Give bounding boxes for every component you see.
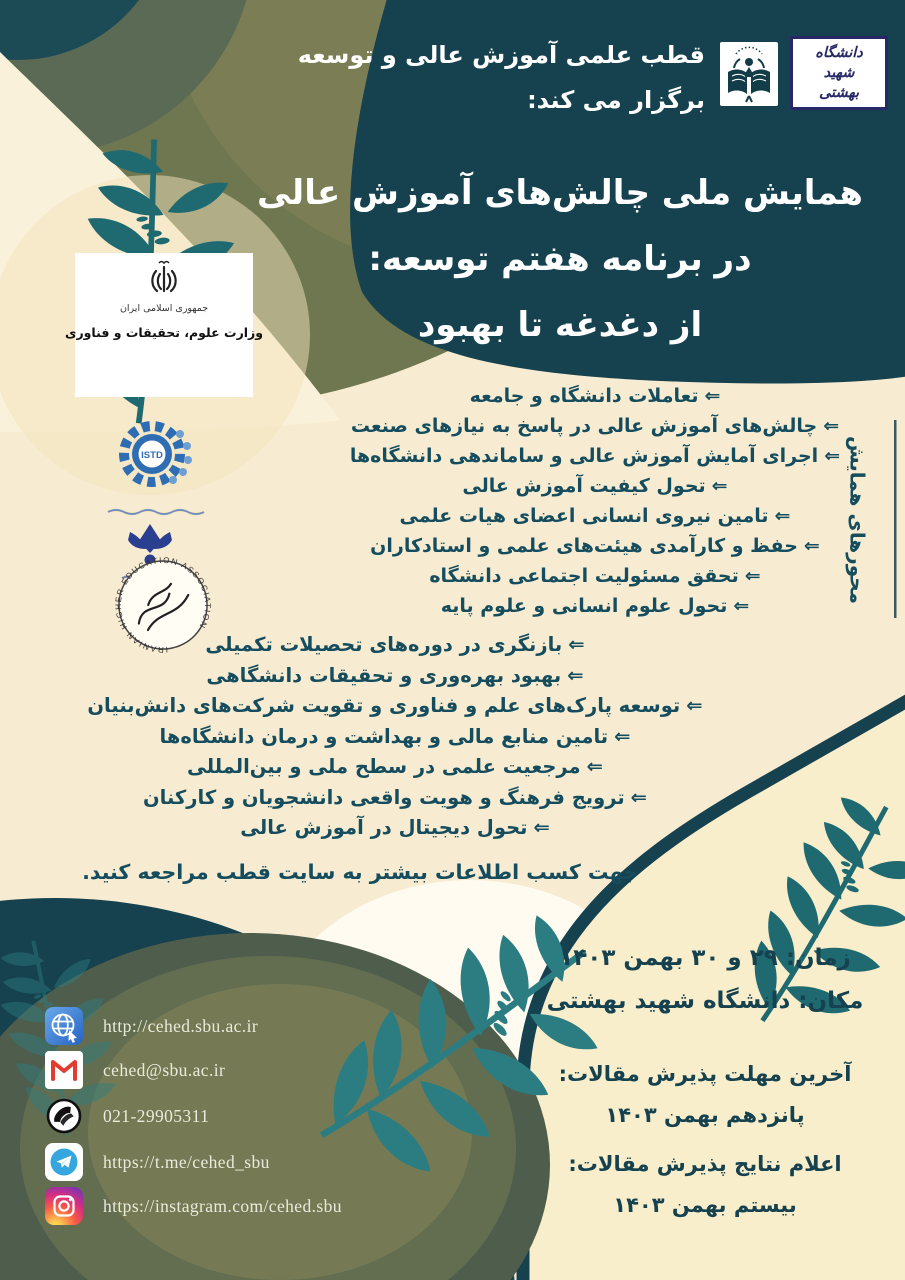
- theme-item-label: تامین منابع مالی و بهداشت و درمان دانشگاه‌ها: [159, 724, 609, 748]
- phone-number[interactable]: 021-29905311: [103, 1105, 210, 1126]
- telegram-url[interactable]: https://t.me/cehed_sbu: [103, 1151, 270, 1172]
- title-line2: در برنامه هفتم توسعه:: [368, 239, 752, 279]
- arrow-bullet-icon: ⇐: [704, 385, 721, 407]
- deadline-label: آخرین مهلت پذیرش مقالات:: [558, 1062, 852, 1086]
- theme-item-label: تحول دیجیتال در آموزش عالی: [240, 816, 528, 839]
- arrow-bullet-icon: ⇐: [744, 565, 761, 587]
- telegram-icon: [45, 1143, 83, 1181]
- arrow-bullet-icon: ⇐: [614, 724, 631, 748]
- results-label: اعلام نتایج پذیرش مقالات:: [568, 1152, 842, 1176]
- arrow-bullet-icon: ⇐: [774, 505, 791, 527]
- theme-item-label: توسعه پارک‌های علم و فناوری و تقویت شرکت‌های دانش‌بنیان: [87, 694, 681, 717]
- results-value: بیستم بهمن ۱۴۰۳: [613, 1193, 797, 1217]
- cehed-pole-logo: [720, 42, 778, 106]
- sbu-logo-line: شهید: [823, 65, 855, 81]
- theme-item-label: تحقق مسئولیت اجتماعی دانشگاه: [429, 565, 739, 587]
- theme-item: [60, 630, 730, 661]
- themes-group-1: [330, 381, 860, 621]
- theme-item: [330, 501, 860, 531]
- theme-item-label: تعاملات دانشگاه و جامعه: [469, 385, 699, 407]
- themes-bracket-line: [894, 420, 897, 618]
- theme-item: [330, 411, 860, 441]
- arrow-bullet-icon: ⇐: [823, 415, 840, 437]
- theme-item: [60, 783, 730, 814]
- sbu-logo-line: دانشگاه: [815, 45, 863, 61]
- ministry-name-label: وزارت علوم، تحقیقات و فناوری: [64, 325, 264, 340]
- istd-association-logo: [100, 412, 210, 524]
- poster-title: [240, 160, 880, 358]
- event-time: زمان: ۲۹ و ۳۰ بهمن ۱۴۰۳: [559, 945, 851, 971]
- arrow-bullet-icon: ⇐: [824, 445, 841, 467]
- arrow-bullet-icon: ⇐: [733, 595, 750, 617]
- website-url[interactable]: http://cehed.sbu.ac.ir: [103, 1015, 259, 1036]
- themes-group-2: [60, 630, 730, 844]
- ministry-country-label: جمهوری اسلامی ایران: [119, 303, 209, 314]
- arrow-bullet-icon: ⇐: [586, 755, 603, 778]
- title-line1: همایش ملی چالش‌های آموزش عالی: [257, 173, 863, 213]
- globe-icon: [45, 1007, 83, 1045]
- theme-item-label: بازنگری در دوره‌های تحصیلات تکمیلی: [205, 633, 563, 656]
- theme-item: [330, 531, 860, 561]
- association-ring-text: IRANIAN HIGHER EDUCATION ASSOCIATION: [113, 555, 213, 655]
- theme-item: [60, 661, 730, 692]
- contact-website[interactable]: [45, 1006, 258, 1046]
- theme-item-label: اجرای آمایش آموزش عالی و ساماندهی دانشگاه‌ها: [349, 445, 819, 467]
- theme-item: [330, 561, 860, 591]
- contact-email[interactable]: [45, 1050, 225, 1090]
- theme-item-label: بهبود بهره‌وری و تحقیقات دانشگاهی: [206, 663, 562, 687]
- info-note: جهت کسب اطلاعات بیشتر به سایت قطب مراجعه کنید.: [82, 860, 638, 884]
- iran-emblem-icon: [146, 260, 182, 302]
- organizer-line2: برگزار می کند:: [527, 86, 705, 114]
- theme-item-label: مرجعیت علمی در سطح ملی و بین‌المللی: [187, 755, 581, 778]
- gmail-icon: [45, 1051, 83, 1089]
- theme-item-label: تامین نیروی انسانی اعضای هیات علمی: [399, 505, 769, 527]
- sbu-logo-line: بهشتی: [818, 85, 860, 101]
- theme-item: [60, 752, 730, 783]
- theme-item: [330, 441, 860, 471]
- book-person-icon: [720, 42, 778, 106]
- arrow-bullet-icon: ⇐: [711, 475, 728, 497]
- phone-icon: [45, 1097, 83, 1135]
- contact-phone[interactable]: [45, 1096, 209, 1136]
- organizer-line1: قطب علمی آموزش عالی و توسعه: [297, 41, 705, 69]
- theme-item: [60, 691, 730, 722]
- arrow-bullet-icon: ⇐: [568, 633, 585, 656]
- istd-label: ISTD: [141, 450, 163, 461]
- deadline-value: پانزدهم بهمن ۱۴۰۳: [605, 1103, 805, 1127]
- arrow-bullet-icon: ⇐: [686, 694, 703, 717]
- email-address[interactable]: cehed@sbu.ac.ir: [103, 1059, 226, 1080]
- theme-item-label: ترویج فرهنگ و هویت واقعی دانشجویان و کارکنان: [143, 785, 625, 809]
- ministry-logo-box: [64, 253, 264, 397]
- theme-item: [330, 381, 860, 411]
- sbu-university-logo: [790, 36, 888, 110]
- theme-item-label: چالش‌های آموزش عالی در پاسخ به نیازهای صنعت: [350, 415, 818, 437]
- arrow-bullet-icon: ⇐: [567, 663, 584, 687]
- instagram-icon: [45, 1187, 83, 1225]
- theme-item: [60, 813, 730, 844]
- event-location: مکان: دانشگاه شهید بهشتی: [546, 988, 864, 1014]
- instagram-url[interactable]: https://instagram.com/cehed.sbu: [103, 1195, 342, 1216]
- themes-section-label: محورهای همایش: [845, 435, 870, 605]
- theme-item-label: تحول علوم انسانی و علوم پایه: [440, 595, 728, 617]
- title-line3: از دغدغه تا بهبود: [417, 305, 703, 345]
- theme-item: [330, 471, 860, 501]
- organizer-heading: [298, 33, 705, 123]
- theme-item-label: تحول کیفیت آموزش عالی: [462, 475, 706, 497]
- arrow-bullet-icon: ⇐: [803, 535, 820, 557]
- theme-item: [330, 591, 860, 621]
- istd-gear-icon: [100, 412, 210, 524]
- theme-item: [60, 722, 730, 753]
- arrow-bullet-icon: ⇐: [630, 785, 647, 809]
- contact-instagram[interactable]: [45, 1186, 342, 1226]
- arrow-bullet-icon: ⇐: [533, 816, 550, 839]
- theme-item-label: حفظ و کارآمدی هیئت‌های علمی و استادکاران: [370, 535, 798, 557]
- contact-telegram[interactable]: [45, 1142, 270, 1182]
